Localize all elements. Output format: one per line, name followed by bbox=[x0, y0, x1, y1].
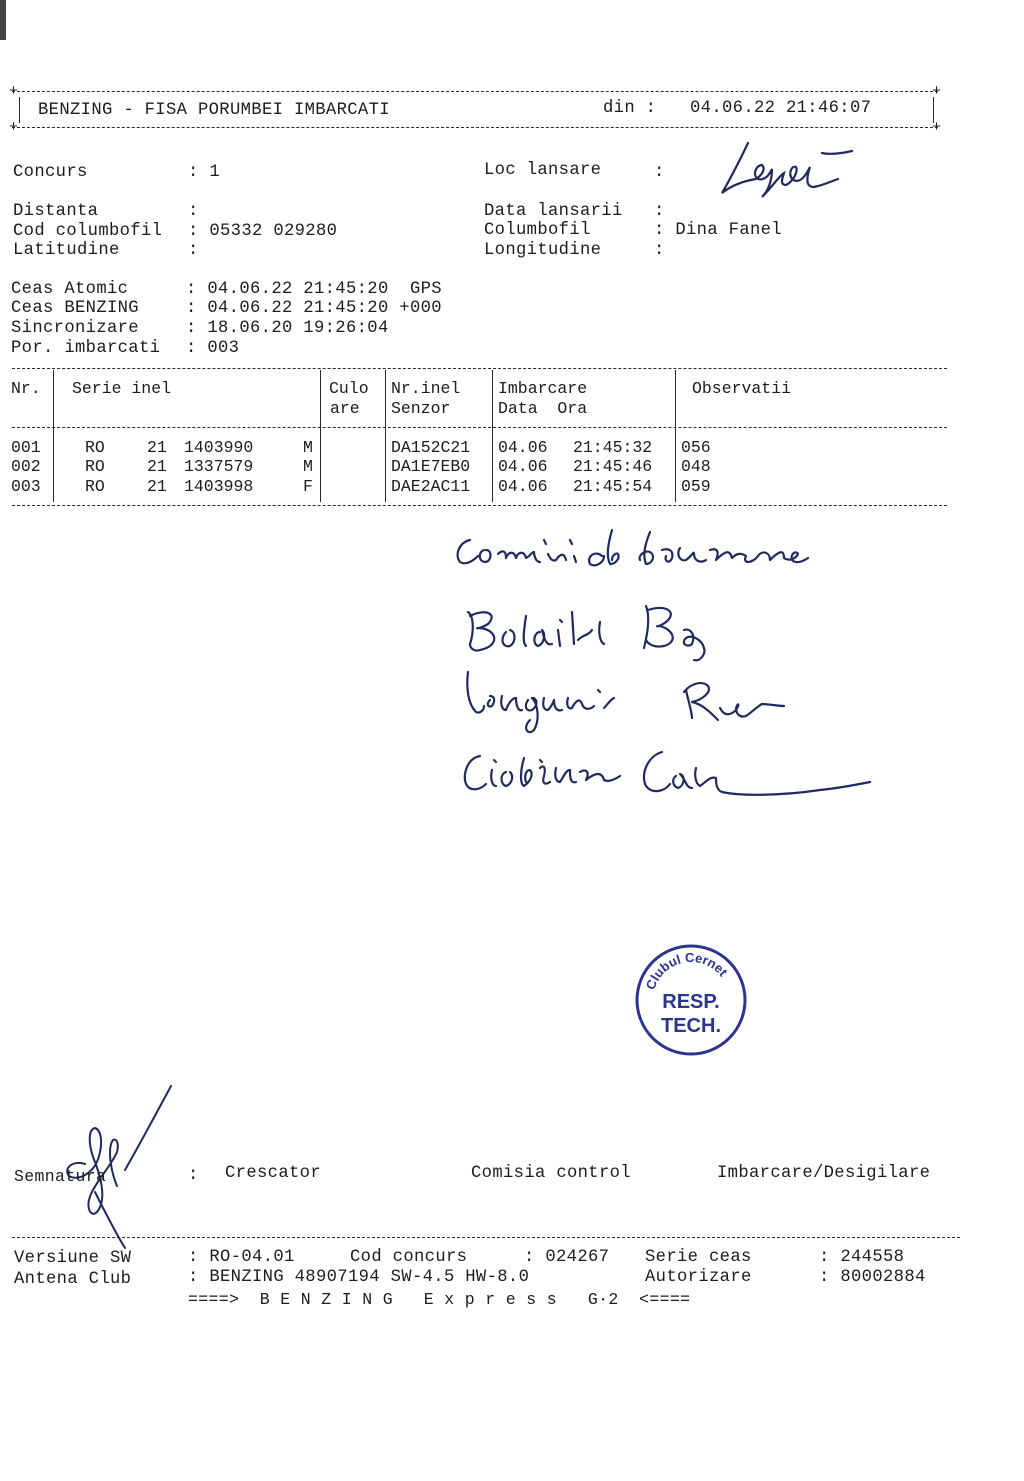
corner-plus: + bbox=[9, 83, 19, 100]
header-nr-inel: Nr.inel bbox=[391, 379, 461, 398]
corner-plus: + bbox=[932, 119, 942, 136]
benzing-express-banner: ====> B E N Z I N G E x p r e s s G·2 <==== bbox=[188, 1290, 691, 1309]
row-sensor: DA1E7EB0 bbox=[391, 457, 471, 476]
ceas-atomic-label: Ceas Atomic bbox=[11, 280, 129, 299]
sincronizare-value: : 18.06.20 19:26:04 bbox=[186, 319, 389, 338]
ceas-benzing-value: : 04.06.22 21:45:20 +000 bbox=[186, 299, 442, 318]
row-country: RO bbox=[85, 457, 105, 476]
concurs-value: : 1 bbox=[188, 163, 220, 182]
crescator-label: Crescator bbox=[225, 1164, 321, 1183]
loc-lansare-label: Loc lansare bbox=[484, 161, 602, 180]
row-sex: M bbox=[303, 438, 313, 457]
header-left-border bbox=[19, 97, 20, 123]
col-divider bbox=[675, 370, 676, 502]
header-data-ora: Data Ora bbox=[498, 399, 588, 418]
row-country: RO bbox=[85, 438, 105, 457]
club-stamp bbox=[633, 942, 749, 1058]
din-label: din : bbox=[603, 99, 657, 118]
header-senzor: Senzor bbox=[391, 399, 451, 418]
distanta-label: Distanta bbox=[13, 202, 99, 221]
row-time: 21:45:54 bbox=[573, 477, 653, 496]
row-year: 21 bbox=[147, 457, 167, 476]
corner-plus: + bbox=[9, 119, 19, 136]
handwritten-commission-notes bbox=[440, 520, 960, 830]
semnatura-label: Semnatura bbox=[14, 1167, 107, 1186]
row-obs: 048 bbox=[681, 457, 711, 476]
stamp-line-1: RESP. bbox=[662, 991, 720, 1013]
din-timestamp: 04.06.22 21:46:07 bbox=[690, 99, 872, 118]
por-imbarcati-label: Por. imbarcati bbox=[11, 339, 161, 358]
row-country: RO bbox=[85, 477, 105, 496]
loc-lansare-value: : bbox=[654, 163, 665, 182]
header-serie-inel: Serie inel bbox=[72, 379, 172, 398]
comisia-control-label: Comisia control bbox=[471, 1164, 631, 1183]
header-bottom-rule bbox=[12, 127, 938, 128]
row-obs: 059 bbox=[681, 477, 711, 496]
row-sex: F bbox=[303, 477, 313, 496]
header-imbarcare: Imbarcare bbox=[498, 379, 588, 398]
concurs-label: Concurs bbox=[13, 163, 88, 182]
longitudine-label: Longitudine bbox=[484, 241, 602, 260]
handwritten-location-mark bbox=[710, 135, 870, 215]
report-title: BENZING - FISA PORUMBEI IMBARCATI bbox=[38, 101, 390, 120]
row-sex: M bbox=[303, 457, 313, 476]
footer-rule bbox=[12, 1237, 960, 1238]
por-imbarcati-value: : 003 bbox=[186, 339, 240, 358]
row-year: 21 bbox=[147, 438, 167, 457]
col-divider bbox=[320, 370, 321, 502]
versiune-sw-label: Versiune SW bbox=[14, 1249, 132, 1268]
row-time: 21:45:32 bbox=[573, 438, 653, 457]
table-top-rule bbox=[12, 368, 947, 369]
scan-edge-mark bbox=[0, 0, 6, 40]
cod-concurs-value: : 024267 bbox=[524, 1248, 610, 1267]
cod-concurs-label: Cod concurs bbox=[350, 1248, 468, 1267]
latitudine-value: : bbox=[188, 241, 199, 260]
autorizare-value: : 80002884 bbox=[819, 1268, 926, 1287]
row-date: 04.06 bbox=[498, 457, 548, 476]
versiune-sw-value: : RO-04.01 bbox=[188, 1248, 295, 1267]
row-sensor: DA152C21 bbox=[391, 438, 471, 457]
header-culoare-2: are bbox=[330, 399, 360, 418]
col-divider bbox=[53, 370, 54, 502]
latitudine-label: Latitudine bbox=[13, 241, 120, 260]
col-divider bbox=[492, 370, 493, 502]
header-culoare-1: Culo bbox=[329, 379, 369, 398]
autorizare-label: Autorizare bbox=[645, 1268, 752, 1287]
row-nr: 001 bbox=[11, 438, 41, 457]
row-ring: 1337579 bbox=[184, 457, 254, 476]
data-lansarii-value: : bbox=[654, 202, 665, 221]
longitudine-value: : bbox=[654, 241, 665, 260]
row-ring: 1403990 bbox=[184, 438, 254, 457]
header-observatii: Observatii bbox=[692, 379, 792, 398]
antena-club-label: Antena Club bbox=[14, 1270, 132, 1289]
row-date: 04.06 bbox=[498, 438, 548, 457]
row-nr: 002 bbox=[11, 457, 41, 476]
ceas-atomic-value: : 04.06.22 21:45:20 GPS bbox=[186, 280, 442, 299]
table-header-rule bbox=[12, 427, 947, 428]
corner-plus: + bbox=[932, 83, 942, 100]
ceas-benzing-label: Ceas BENZING bbox=[11, 299, 139, 318]
stamp-club-name: Clubul Cernet bbox=[642, 949, 731, 992]
columbofil-label: Columbofil bbox=[484, 221, 591, 240]
header-nr: Nr. bbox=[11, 379, 41, 398]
imbarcare-desigilare-label: Imbarcare/Desigilare bbox=[717, 1164, 931, 1183]
row-obs: 056 bbox=[681, 438, 711, 457]
row-date: 04.06 bbox=[498, 477, 548, 496]
row-nr: 003 bbox=[11, 477, 41, 496]
cod-columbofil-value: : 05332 029280 bbox=[188, 222, 338, 241]
columbofil-value: : Dina Fanel bbox=[654, 221, 782, 240]
serie-ceas-value: : 244558 bbox=[819, 1248, 905, 1267]
row-year: 21 bbox=[147, 477, 167, 496]
antena-club-value: : BENZING 48907194 SW-4.5 HW-8.0 bbox=[188, 1268, 530, 1287]
table-bottom-rule bbox=[12, 505, 947, 506]
data-lansarii-label: Data lansarii bbox=[484, 202, 623, 221]
sincronizare-label: Sincronizare bbox=[11, 319, 139, 338]
serie-ceas-label: Serie ceas bbox=[645, 1248, 752, 1267]
row-sensor: DAE2AC11 bbox=[391, 477, 471, 496]
stamp-line-2: TECH. bbox=[661, 1015, 721, 1037]
row-ring: 1403998 bbox=[184, 477, 254, 496]
row-time: 21:45:46 bbox=[573, 457, 653, 476]
col-divider bbox=[385, 370, 386, 502]
distanta-value: : bbox=[188, 202, 199, 221]
semnatura-separator: : bbox=[188, 1166, 199, 1185]
cod-columbofil-label: Cod columbofil bbox=[13, 222, 163, 241]
header-top-rule bbox=[12, 91, 938, 92]
